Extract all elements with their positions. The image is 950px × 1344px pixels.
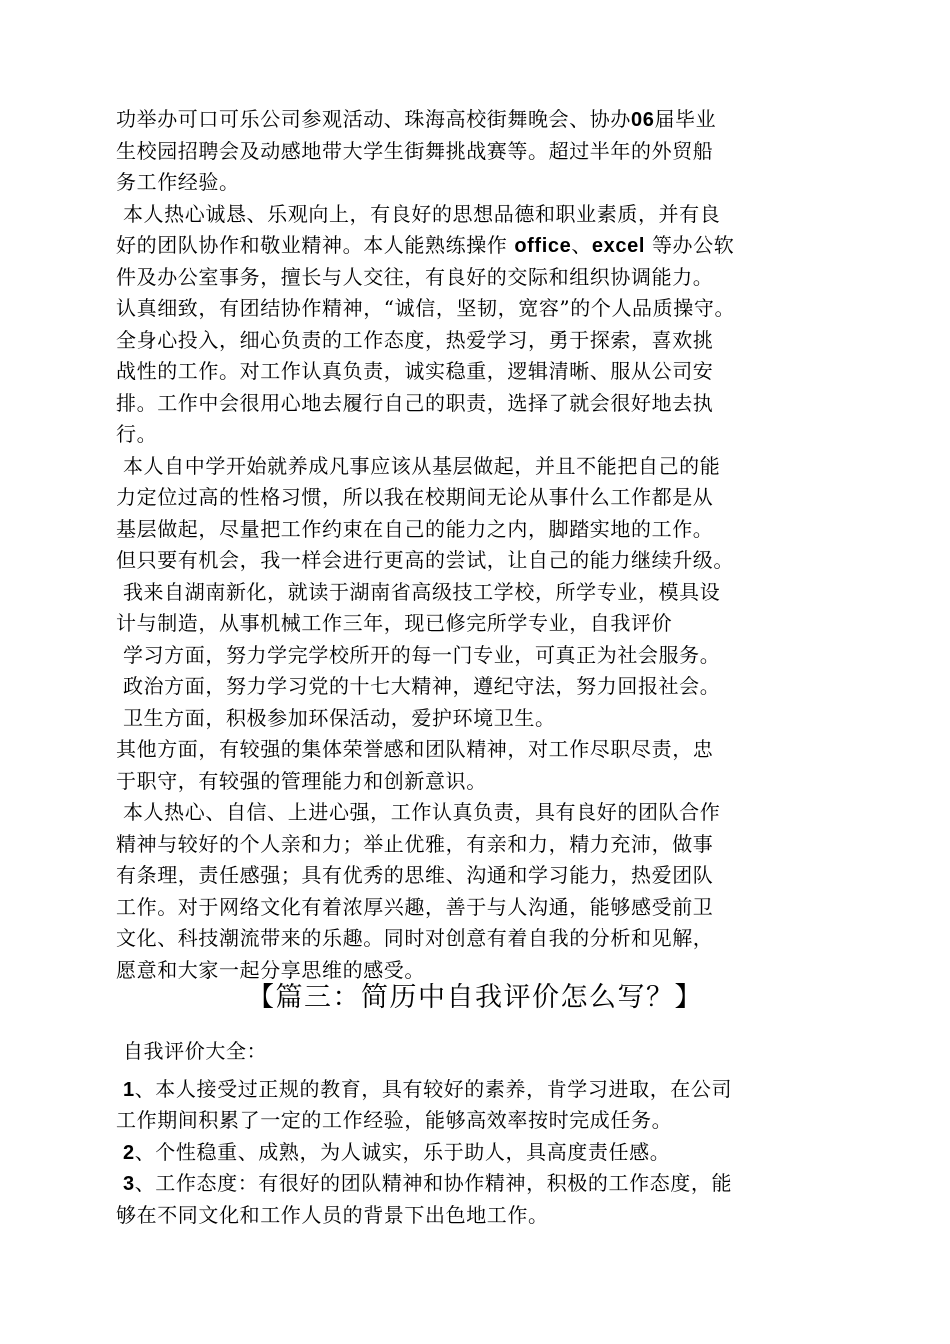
list-pre-text [116,1077,123,1101]
paragraph-line [116,829,876,861]
paragraph-pre-text: 精神与较好的个人亲和力；举止优雅，有亲和力，精力充沛，做事 [116,831,714,856]
list-pre-text: 够在不同文化和工作人员的背景下出色地工作。 [116,1202,549,1227]
list-post-text: 、个性稳重、成熟，为人诚实，乐于助人，具高度责任感。 [134,1139,671,1164]
paragraph-line [116,892,876,924]
paragraph-pre-text: 其他方面，有较强的集体荣誉感和团队精神，对工作尽职尽责，忠 [116,737,714,761]
paragraph-line [116,388,876,420]
body-text-block [116,104,876,986]
paragraph-pre-text: 行。 [116,422,158,446]
list-line [116,1200,876,1232]
paragraph-line [116,734,876,766]
list-bold-text: 3 [122,1173,135,1195]
paragraph-line [116,545,876,577]
paragraph-line [116,104,876,136]
paragraph-line [116,671,876,703]
paragraph-pre-text: 基层做起，尽量把工作约束在自己的能力之内，脚踏实地的工作。 [116,516,714,541]
paragraph-line [116,640,876,672]
paragraph-pre-text: 有条理，责任感强；具有优秀的思维、沟通和学习能力，热爱团队 [116,863,714,887]
paragraph-pre-text: 文化、科技潮流带来的乐趣。同时对创意有着自我的分析和见解， [116,926,714,950]
lower-lines [116,1074,876,1232]
paragraph-post2-text: 等办公软 [644,233,735,257]
paragraph-pre-text: 好的团队协作和敬业精神。本人能熟练操作 [116,233,515,257]
list-line [116,1105,876,1137]
paragraph-pre-text: 战性的工作。对工作认真负责，诚实稳重，逻辑清晰、服从公司安 [116,359,714,383]
paragraph-pre-text: 生校园招聘会及动感地带大学生街舞挑战赛等。超过半年的外贸船 [116,138,714,163]
paragraph-pre-text: 卫生方面，积极参加环保活动，爱护环境卫生。 [116,705,556,730]
list-post-text: 、本人接受过正规的教育，具有较好的素养，肯学习进取，在公司 [134,1076,733,1101]
paragraph-line [116,577,876,609]
paragraph-line [116,608,876,640]
paragraph-post-text: 届毕业 [654,107,717,131]
paragraph-line [116,482,876,514]
paragraph-pre-text: 工作。对于网络文化有着浓厚兴趣，善于与人沟通，能够感受前卫 [116,894,714,919]
lower-intro-line: 自我评价大全： [116,1039,268,1063]
paragraph-bold-text: 06 [631,109,655,131]
paragraph-line [116,262,876,294]
lower-text-block [116,1036,876,1231]
paragraph-pre-text: 但只要有机会，我一样会进行更高的尝试，让自己的能力继续升级。 [116,548,734,572]
list-line [116,1137,876,1169]
paragraph-line [116,923,876,955]
paragraph-pre-text: 排。工作中会很用心地去履行自己的职责，选择了就会很好地去执 [116,390,714,415]
paragraph-bold-text: office [514,235,572,257]
paragraph-line [116,136,876,168]
paragraph-pre-text: 件及办公室事务，擅长与人交往，有良好的交际和组织协调能力。 [116,264,714,289]
paragraph-line [116,325,876,357]
paragraph-pre-text: 愿意和大家一起分享思维的感受。 [116,957,425,982]
paragraph-line [116,293,876,325]
paragraph-pre-text: 务工作经验。 [116,170,240,194]
paragraph-pre-text: 学习方面，努力学完学校所开的每一门专业，可真正为社会服务。 [116,642,721,667]
paragraph-post-text: 、 [571,233,592,257]
list-post-text: 、工作态度：有很好的团队精神和协作精神，积极的工作态度，能 [134,1171,733,1195]
paragraph-pre-text: 本人热心诚恳、乐观向上，有良好的思想品德和职业素质，并有良 [116,201,721,226]
paragraph-pre-text: 于职守，有较强的管理能力和创新意识。 [116,768,487,793]
paragraph-line [116,167,876,199]
paragraph-line [116,230,876,262]
list-pre-text: 工作期间积累了一定的工作经验，能够高效率按时完成任务。 [116,1108,673,1132]
paragraph-line [116,766,876,798]
list-bold-text: 2 [122,1141,135,1164]
paragraph-line [116,703,876,735]
paragraph-line [116,356,876,388]
paragraph-pre-text: 本人自中学开始就养成凡事应该从基层做起，并且不能把自己的能 [116,453,721,478]
list-pre-text [116,1140,123,1164]
paragraph-pre-text: 政治方面，努力学习党的十七大精神，遵纪守法，努力回报社会。 [116,674,721,698]
paragraph-line [116,860,876,892]
paragraph-line [116,419,876,451]
paragraph-pre-text: 功举办可口可乐公司参观活动、珠海高校街舞晚会、协办 [116,107,631,131]
paragraph-pre-text: 我来自湖南新化，就读于湖南省高级技工学校，所学专业，模具设 [116,579,721,604]
paragraph-line [116,514,876,546]
paragraph-pre-text: 计与制造，从事机械工作三年，现已修完所学专业，自我评价 [116,611,673,635]
paragraph-pre-text: 认真细致，有团结协作精神，“诚信，坚韧，宽容”的个人品质操守。 [116,296,736,320]
list-pre-text [116,1171,123,1195]
paragraph-pre-text: 全身心投入，细心负责的工作态度，热爱学习，勇于探索，喜欢挑 [116,327,714,352]
paragraph-line [116,797,876,829]
paragraph-pre-text: 力定位过高的性格习惯，所以我在校期间无论从事什么工作都是从 [116,485,714,509]
paragraph-line [116,451,876,483]
paragraph-bold2-text: excel [591,235,645,257]
paragraph-pre-text: 本人热心、自信、上进心强，工作认真负责，具有良好的团队合作 [116,800,721,824]
section-title: 【篇三：简历中自我评价怎么写？】 [247,982,703,1013]
list-line [116,1074,876,1106]
list-bold-text: 1 [122,1078,135,1101]
list-line [116,1168,876,1200]
paragraph-line [116,199,876,231]
